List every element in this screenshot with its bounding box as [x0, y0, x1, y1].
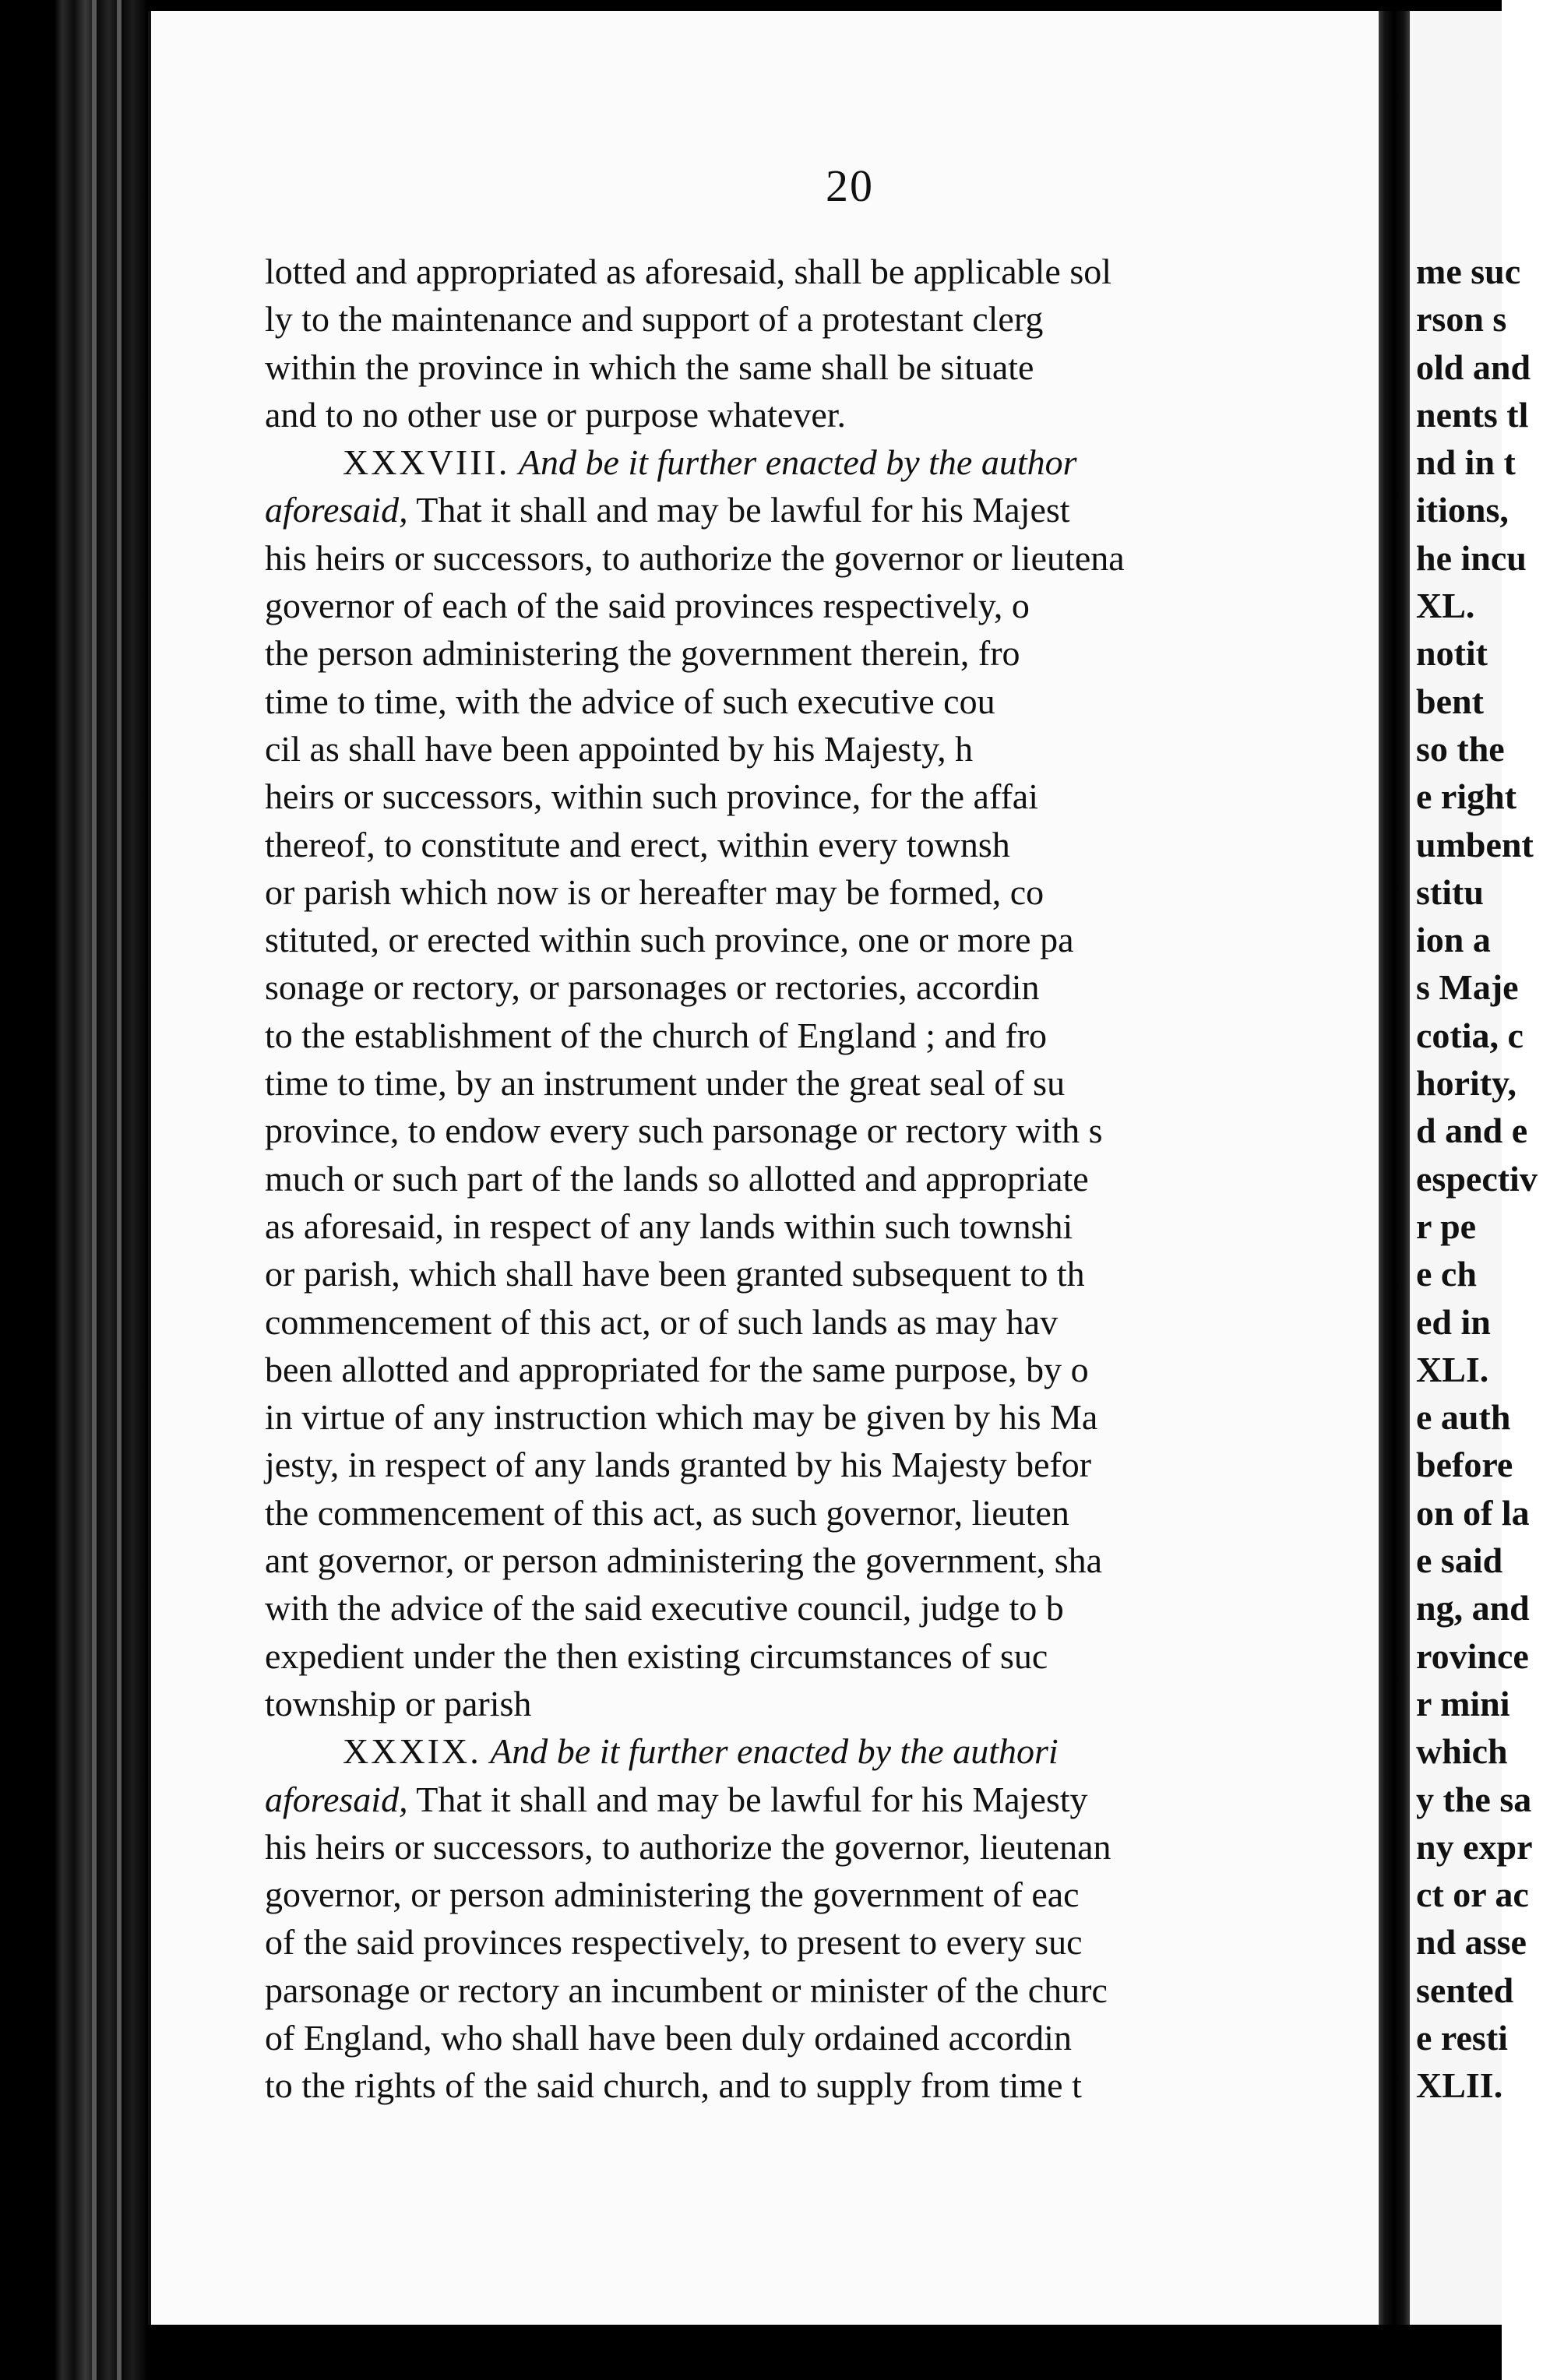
- text-line: and to no other use or purpose whatever.: [265, 394, 847, 435]
- text-line: or parish, which shall have been granted subsequent to th: [265, 1254, 1085, 1294]
- facing-page-fragment: stitu: [1416, 871, 1484, 912]
- spine-stripe: [117, 0, 122, 2380]
- facing-page-fragment: e said: [1416, 1540, 1503, 1581]
- section-lead-italic: And be it further enacted by the author: [518, 442, 1077, 483]
- facing-page-fragment: hority,: [1416, 1063, 1517, 1104]
- text-line: much or such part of the lands so allotted and appropriate: [265, 1158, 1089, 1199]
- facing-page-fragment: ct or ac: [1416, 1875, 1529, 1915]
- scan-bottom-border: [148, 2325, 1502, 2380]
- text-line: thereof, to constitute and erect, within every townsh: [265, 824, 1010, 864]
- text-line: parsonage or rectory an incumbent or minister of the churc: [265, 1970, 1108, 2010]
- facing-page-fragment: on of la: [1416, 1492, 1530, 1533]
- text-line: ly to the maintenance and support of a protestant clerg: [265, 299, 1044, 340]
- text-line: within the province in which the same shall be situate: [265, 347, 1034, 387]
- facing-page-fragment: nents tl: [1416, 394, 1529, 435]
- facing-page-fragment: he incu: [1416, 537, 1527, 578]
- section-number: XXXVIII.: [343, 442, 510, 483]
- facing-page-fragment: ng, and: [1416, 1588, 1530, 1628]
- text-line: been allotted and appropriated for the same purpose, by o: [265, 1349, 1089, 1389]
- facing-page-fragment: old and: [1416, 347, 1531, 387]
- facing-page-fragment: ny expr: [1416, 1826, 1533, 1867]
- facing-page-fragment: r pe: [1416, 1206, 1477, 1246]
- facing-page-fragment: XLI.: [1416, 1349, 1489, 1389]
- text-line: in virtue of any instruction which may be given by his Ma: [265, 1397, 1098, 1438]
- page-body: [265, 248, 1410, 2110]
- text-line: or parish which now is or hereafter may be formed, co: [265, 871, 1044, 912]
- text-line: province, to endow every such parsonage or rectory with s: [265, 1111, 1103, 1151]
- facing-page-fragment: e auth: [1416, 1397, 1511, 1438]
- facing-page-fragment: d and e: [1416, 1111, 1528, 1151]
- spine-stripe: [92, 0, 97, 2380]
- text-line: lotted and appropriated as aforesaid, shall be applicable sol: [265, 252, 1111, 291]
- facing-page-fragment: nd asse: [1416, 1922, 1527, 1963]
- facing-page-fragment: espectiv: [1416, 1158, 1538, 1199]
- facing-page-fragment: so the: [1416, 728, 1505, 769]
- text-line: heirs or successors, within such province, for the affai: [265, 776, 1038, 817]
- text-line: ant governor, or person administering the government, sha: [265, 1540, 1103, 1581]
- facing-page-fragment: XLII.: [1416, 2065, 1503, 2106]
- facing-page-fragment: before: [1416, 1445, 1513, 1485]
- facing-page-fragment: e ch: [1416, 1254, 1477, 1294]
- text-line: as aforesaid, in respect of any lands within such townshi: [265, 1206, 1073, 1246]
- facing-page-fragment: r mini: [1416, 1683, 1510, 1723]
- facing-page-fragment: e resti: [1416, 2017, 1508, 2058]
- section-heading-line: [265, 1727, 1410, 1775]
- facing-page-fragment: ion a: [1416, 920, 1491, 960]
- text-line: his heirs or successors, to authorize the governor or lieutena: [265, 537, 1125, 578]
- text-line: the commencement of this act, as such governor, lieuten: [265, 1492, 1069, 1533]
- text-line: aforesaid, That it shall and may be lawful for his Majesty: [265, 1779, 1088, 1819]
- facing-page-fragment: itions,: [1416, 490, 1509, 530]
- text-line: with the advice of the said executive council, judge to b: [265, 1588, 1064, 1628]
- facing-page-fragment: ed in: [1416, 1301, 1491, 1342]
- section-heading-line: [265, 438, 1410, 486]
- page-number: 20: [826, 160, 874, 211]
- text-line: aforesaid, That it shall and may be lawful for his Majest: [265, 490, 1070, 530]
- book-spine: [0, 0, 148, 2380]
- text-line: jesty, in respect of any lands granted by his Majesty befor: [265, 1445, 1092, 1485]
- text-line: sonage or rectory, or parsonages or rectories, accordin: [265, 967, 1040, 1008]
- facing-page-fragment: me suc: [1416, 252, 1521, 291]
- text-line: of England, who shall have been duly ordained accordin: [265, 2017, 1072, 2058]
- text-line: governor of each of the said provinces respectively, o: [265, 586, 1030, 626]
- facing-page-fragment: which: [1416, 1731, 1508, 1772]
- facing-page-fragment: nd in t: [1416, 442, 1516, 483]
- section-number: XXXIX.: [343, 1731, 481, 1772]
- facing-page-fragment: sented: [1416, 1970, 1514, 2010]
- text-line: to the rights of the said church, and to supply from time t: [265, 2065, 1082, 2106]
- text-line: his heirs or successors, to authorize the governor, lieutenan: [265, 1826, 1111, 1867]
- text-line: to the establishment of the church of England ; and fro: [265, 1015, 1048, 1055]
- book-gutter: [1379, 11, 1410, 2325]
- italic-word: aforesaid,: [265, 490, 408, 530]
- facing-page-fragment: bent: [1416, 681, 1484, 721]
- text-line: expedient under the then existing circumstances of suc: [265, 1635, 1048, 1676]
- text-line: commencement of this act, or of such lands as may hav: [265, 1301, 1059, 1342]
- facing-page-fragment: rovince: [1416, 1635, 1529, 1676]
- facing-page-fragment: s Maje: [1416, 967, 1519, 1008]
- text-line: stituted, or erected within such province, one or more pa: [265, 920, 1074, 960]
- text-line: of the said provinces respectively, to present to every suc: [265, 1922, 1083, 1963]
- facing-page-fragment: e right: [1416, 776, 1517, 817]
- facing-page-fragment: notit: [1416, 633, 1488, 674]
- text-line: cil as shall have been appointed by his Majesty, h: [265, 728, 974, 769]
- facing-page-fragment: cotia, c: [1416, 1015, 1524, 1055]
- facing-page-fragment: y the sa: [1416, 1779, 1532, 1819]
- scan-top-border: [148, 0, 1502, 11]
- text-line: time to time, by an instrument under the great seal of su: [265, 1063, 1066, 1104]
- text-line: township or parish: [265, 1683, 532, 1723]
- facing-page-fragment: rson s: [1416, 299, 1507, 340]
- section-lead-italic: And be it further enacted by the authori: [490, 1731, 1059, 1772]
- facing-page-fragment: XL.: [1416, 586, 1475, 626]
- facing-page-fragment: umbent: [1416, 824, 1534, 864]
- text-line: the person administering the government therein, fro: [265, 633, 1020, 674]
- italic-word: aforesaid,: [265, 1779, 408, 1819]
- text-line: time to time, with the advice of such executive cou: [265, 681, 995, 721]
- text-line: governor, or person administering the government of eac: [265, 1875, 1080, 1915]
